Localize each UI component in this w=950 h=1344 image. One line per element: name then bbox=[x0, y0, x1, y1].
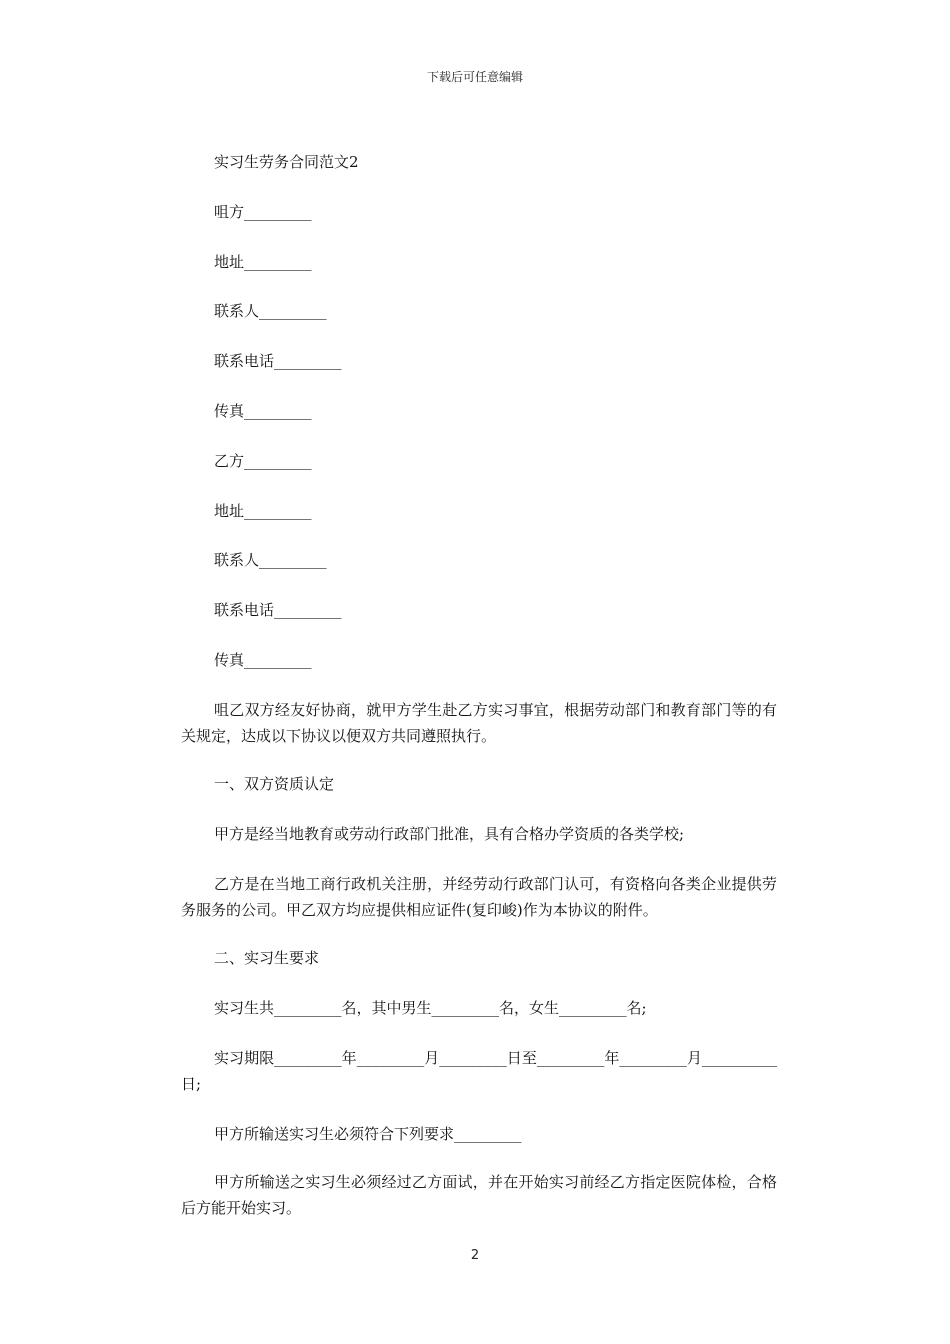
section-1-paragraph-2: 乙方是在当地工商行政机关注册，并经劳动行政部门认可，有资格向各类企业提供劳务服务的公司。甲乙双方均应提供相应证件(复印峻)作为本协议的附件。 bbox=[181, 875, 777, 919]
section-2-paragraph-3: 甲方所输送实习生必须符合下列要求_________ bbox=[214, 1125, 522, 1143]
party-a-fax-field: 传真_________ bbox=[214, 402, 312, 420]
party-a-phone-field: 联系电话_________ bbox=[214, 352, 342, 370]
section-2-paragraph-1: 实习生共_________名，其中男生_________名，女生_________名; bbox=[214, 999, 647, 1017]
party-b-contact-field: 联系人_________ bbox=[214, 551, 327, 569]
party-b-name-field: 乙方_________ bbox=[214, 452, 312, 470]
party-b-phone-field: 联系电话_________ bbox=[214, 601, 342, 619]
section-2-paragraph-4: 甲方所输送之实习生必须经过乙方面试，并在开始实习前经乙方指定医院体检，合格后方能开始实习。 bbox=[181, 1173, 777, 1217]
party-a-name-field: 咀方_________ bbox=[214, 203, 312, 221]
section-2-paragraph-2: 实习期限_________年_________月_________日至_________年_________月__________日; bbox=[181, 1049, 777, 1093]
section-1-paragraph-1: 甲方是经当地教育或劳动行政部门批准，具有合格办学资质的各类学校; bbox=[214, 825, 685, 843]
section-1-heading: 一、双方资质认定 bbox=[214, 775, 335, 793]
party-b-fax-field: 传真_________ bbox=[214, 651, 312, 669]
party-a-contact-field: 联系人_________ bbox=[214, 302, 327, 320]
party-a-address-field: 地址_________ bbox=[214, 253, 312, 271]
document-title: 实习生劳务合同范文2 bbox=[214, 153, 359, 171]
page-header: 下载后可任意编辑 bbox=[426, 70, 523, 84]
party-b-address-field: 地址_________ bbox=[214, 502, 312, 520]
section-2-heading: 二、实习生要求 bbox=[214, 949, 320, 967]
page-number: 2 bbox=[470, 1248, 480, 1263]
intro-paragraph: 咀乙双方经友好协商，就甲方学生赴乙方实习事宜，根据劳动部门和教育部门等的有关规定，达成以下协议以便双方共同遵照执行。 bbox=[181, 701, 777, 745]
